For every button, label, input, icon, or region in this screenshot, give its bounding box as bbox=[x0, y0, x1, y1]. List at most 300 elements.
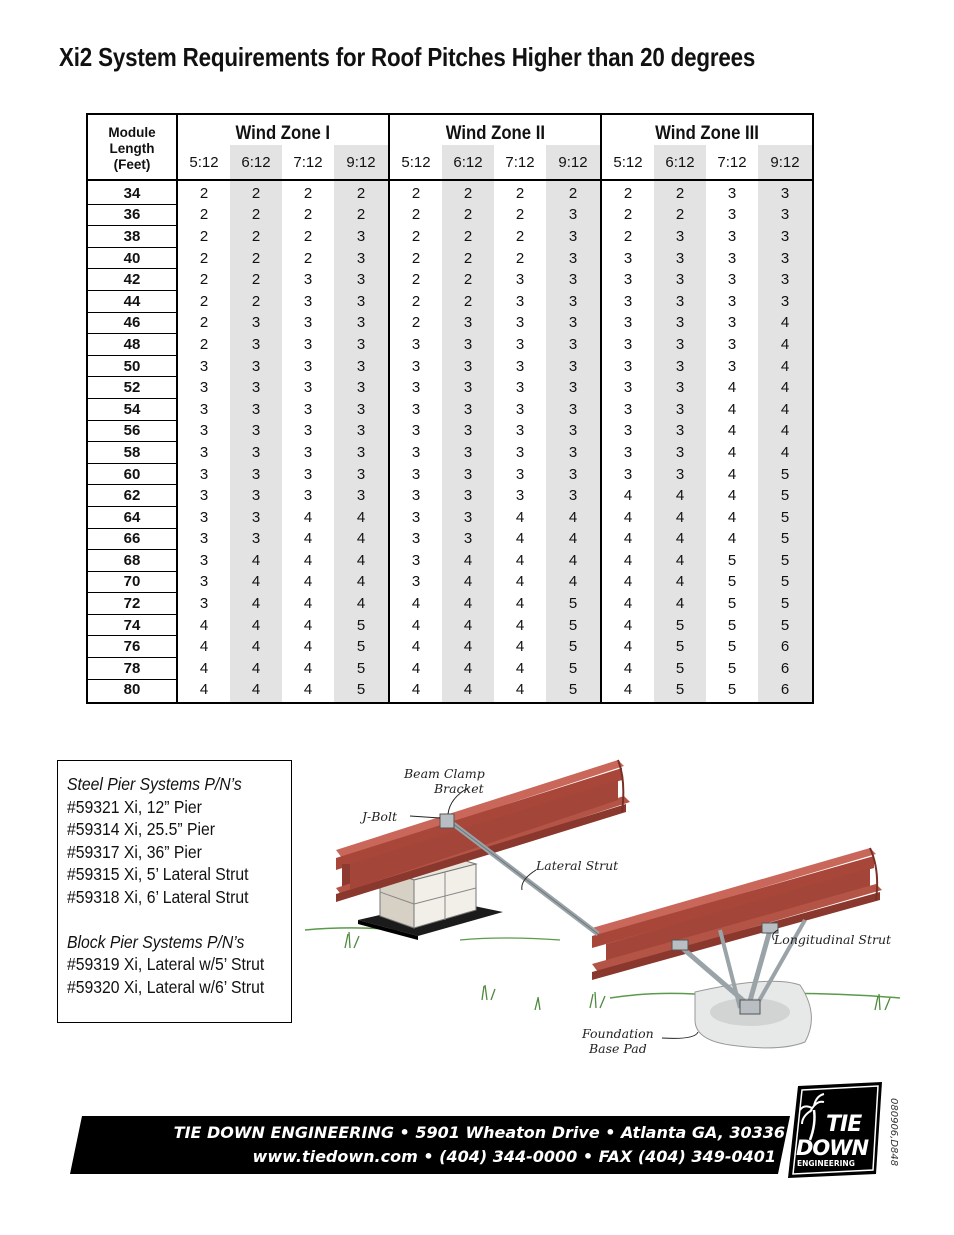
requirement-cell: 4 bbox=[623, 638, 633, 656]
part-item: #59320 Xi, Lateral w/6’ Strut bbox=[67, 976, 265, 997]
requirement-cell: 3 bbox=[442, 398, 494, 420]
requirement-cell: 4 bbox=[411, 659, 421, 677]
table-row bbox=[87, 658, 813, 680]
requirement-cell: 2 bbox=[515, 206, 525, 224]
module-length-cell: 36 bbox=[87, 204, 177, 226]
requirement-cell: 4 bbox=[623, 681, 633, 699]
requirement-cell: 3 bbox=[546, 463, 601, 485]
requirement-cell: 3 bbox=[411, 443, 421, 461]
requirement-cell: 4 bbox=[623, 616, 633, 634]
requirement-cell: 2 bbox=[199, 206, 209, 224]
requirement-cell: 3 bbox=[515, 422, 525, 440]
installation-diagram bbox=[300, 740, 920, 1070]
requirement-cell: 2 bbox=[303, 185, 313, 203]
requirement-cell: 2 bbox=[411, 292, 421, 310]
requirement-cell: 3 bbox=[334, 355, 389, 377]
page-title: Xi2 System Requirements for Roof Pitches Higher than 20 degrees bbox=[59, 42, 756, 72]
requirement-cell: 3 bbox=[303, 487, 313, 505]
requirement-cell: 5 bbox=[654, 679, 706, 703]
requirement-cell: 3 bbox=[727, 335, 737, 353]
requirement-cell: 5 bbox=[654, 614, 706, 636]
table-row bbox=[87, 355, 813, 377]
requirement-cell: 3 bbox=[411, 379, 421, 397]
foundation-label: Foundation Base Pad bbox=[582, 1026, 654, 1056]
module-length-cell: 72 bbox=[87, 593, 177, 615]
requirement-cell: 3 bbox=[199, 400, 209, 418]
module-length-cell: 68 bbox=[87, 550, 177, 572]
requirement-cell: 3 bbox=[623, 335, 633, 353]
requirement-cell: 3 bbox=[727, 185, 737, 203]
requirement-cell: 2 bbox=[515, 185, 525, 203]
requirement-cell: 4 bbox=[515, 530, 525, 548]
requirement-cell: 3 bbox=[230, 463, 282, 485]
requirement-cell: 3 bbox=[546, 334, 601, 356]
requirement-cell: 5 bbox=[758, 593, 813, 615]
requirement-cell: 5 bbox=[334, 679, 389, 703]
requirement-cell: 2 bbox=[411, 249, 421, 267]
requirement-cell: 2 bbox=[230, 269, 282, 291]
requirement-cell: 3 bbox=[654, 355, 706, 377]
requirement-cell: 4 bbox=[727, 443, 737, 461]
requirement-cell: 3 bbox=[515, 487, 525, 505]
requirement-cell: 3 bbox=[654, 247, 706, 269]
requirement-cell: 5 bbox=[758, 506, 813, 528]
requirement-cell: 4 bbox=[515, 616, 525, 634]
requirement-cell: 3 bbox=[546, 247, 601, 269]
requirement-cell: 3 bbox=[623, 249, 633, 267]
requirement-cell: 3 bbox=[546, 312, 601, 334]
requirement-cell: 4 bbox=[758, 377, 813, 399]
requirement-cell: 5 bbox=[758, 485, 813, 507]
table-row bbox=[87, 204, 813, 226]
requirement-cell: 3 bbox=[334, 247, 389, 269]
pitch-header: 7:12 bbox=[282, 145, 334, 180]
requirement-cell: 2 bbox=[623, 206, 633, 224]
requirement-cell: 3 bbox=[442, 485, 494, 507]
requirement-cell: 4 bbox=[654, 528, 706, 550]
requirement-cell: 4 bbox=[442, 679, 494, 703]
requirement-cell: 2 bbox=[411, 227, 421, 245]
wind-zone-header: Wind Zone I bbox=[177, 114, 389, 145]
requirement-cell: 3 bbox=[334, 420, 389, 442]
requirement-cell: 4 bbox=[758, 355, 813, 377]
requirement-cell: 3 bbox=[727, 292, 737, 310]
requirement-cell: 4 bbox=[654, 593, 706, 615]
table-row bbox=[87, 290, 813, 312]
requirement-cell: 4 bbox=[654, 506, 706, 528]
table-row bbox=[87, 398, 813, 420]
requirement-cell: 3 bbox=[199, 551, 209, 569]
diagram-illustration bbox=[300, 740, 920, 1070]
requirement-cell: 3 bbox=[727, 271, 737, 289]
requirement-cell: 4 bbox=[623, 573, 633, 591]
document-number: 080906,D848 bbox=[888, 1098, 899, 1167]
requirement-cell: 2 bbox=[199, 185, 209, 203]
requirement-cell: 4 bbox=[727, 400, 737, 418]
requirement-cell: 5 bbox=[334, 658, 389, 680]
module-length-cell: 44 bbox=[87, 290, 177, 312]
requirement-cell: 5 bbox=[727, 616, 737, 634]
requirement-cell: 3 bbox=[303, 335, 313, 353]
requirement-cell: 4 bbox=[727, 508, 737, 526]
part-item: #59314 Xi, 25.5” Pier bbox=[67, 819, 215, 840]
requirement-cell: 5 bbox=[758, 463, 813, 485]
requirement-cell: 3 bbox=[230, 485, 282, 507]
requirement-cell: 2 bbox=[334, 180, 389, 204]
requirement-cell: 2 bbox=[654, 180, 706, 204]
module-length-cell: 76 bbox=[87, 636, 177, 658]
requirement-cell: 2 bbox=[199, 271, 209, 289]
requirement-cell: 3 bbox=[515, 400, 525, 418]
requirement-cell: 3 bbox=[623, 422, 633, 440]
module-length-cell: 42 bbox=[87, 269, 177, 291]
requirement-cell: 3 bbox=[442, 312, 494, 334]
requirement-cell: 4 bbox=[199, 681, 209, 699]
requirement-cell: 2 bbox=[230, 290, 282, 312]
requirement-cell: 3 bbox=[546, 377, 601, 399]
requirement-cell: 3 bbox=[758, 180, 813, 204]
module-length-cell: 64 bbox=[87, 506, 177, 528]
requirement-cell: 3 bbox=[199, 443, 209, 461]
requirement-cell: 4 bbox=[411, 681, 421, 699]
requirement-cell: 2 bbox=[623, 227, 633, 245]
requirement-cell: 2 bbox=[199, 335, 209, 353]
requirement-cell: 3 bbox=[654, 377, 706, 399]
company-contact: www.tiedown.com • (404) 344-0000 • FAX (404) 349-0401 bbox=[252, 1147, 776, 1166]
table-row bbox=[87, 226, 813, 248]
requirement-cell: 3 bbox=[727, 227, 737, 245]
table-row bbox=[87, 506, 813, 528]
requirement-cell: 2 bbox=[654, 204, 706, 226]
pitch-header: 7:12 bbox=[706, 145, 758, 180]
requirement-cell: 3 bbox=[442, 463, 494, 485]
requirement-cell: 5 bbox=[546, 593, 601, 615]
requirement-cell: 4 bbox=[442, 550, 494, 572]
module-length-cell: 58 bbox=[87, 442, 177, 464]
requirement-cell: 4 bbox=[442, 593, 494, 615]
requirement-cell: 3 bbox=[411, 357, 421, 375]
requirement-cell: 3 bbox=[411, 487, 421, 505]
logo-engineering: ENGINEERING bbox=[797, 1159, 855, 1168]
part-item: #59321 Xi, 12” Pier bbox=[67, 796, 202, 817]
requirement-cell: 4 bbox=[654, 571, 706, 593]
module-length-cell: 40 bbox=[87, 247, 177, 269]
requirement-cell: 4 bbox=[334, 506, 389, 528]
requirement-cell: 3 bbox=[758, 204, 813, 226]
requirement-cell: 2 bbox=[442, 226, 494, 248]
pitch-header: 6:12 bbox=[230, 145, 282, 180]
requirement-cell: 3 bbox=[515, 335, 525, 353]
module-length-cell: 46 bbox=[87, 312, 177, 334]
requirement-cell: 4 bbox=[303, 681, 313, 699]
requirement-cell: 4 bbox=[303, 573, 313, 591]
table-row bbox=[87, 593, 813, 615]
requirement-cell: 3 bbox=[230, 420, 282, 442]
module-length-cell: 66 bbox=[87, 528, 177, 550]
requirement-cell: 3 bbox=[334, 463, 389, 485]
requirement-cell: 3 bbox=[199, 422, 209, 440]
requirement-cell: 3 bbox=[654, 442, 706, 464]
requirement-cell: 5 bbox=[758, 550, 813, 572]
requirement-cell: 5 bbox=[727, 595, 737, 613]
module-length-cell: 56 bbox=[87, 420, 177, 442]
requirement-cell: 4 bbox=[230, 614, 282, 636]
requirement-cell: 5 bbox=[727, 551, 737, 569]
requirement-cell: 4 bbox=[515, 508, 525, 526]
requirement-cell: 3 bbox=[199, 508, 209, 526]
requirement-cell: 4 bbox=[623, 595, 633, 613]
module-length-cell: 80 bbox=[87, 679, 177, 703]
pitch-header: 9:12 bbox=[758, 145, 813, 180]
requirement-cell: 3 bbox=[411, 508, 421, 526]
requirement-cell: 2 bbox=[199, 314, 209, 332]
requirement-cell: 3 bbox=[623, 443, 633, 461]
requirement-cell: 4 bbox=[303, 595, 313, 613]
requirement-cell: 3 bbox=[230, 334, 282, 356]
requirement-cell: 4 bbox=[758, 334, 813, 356]
requirement-cell: 2 bbox=[199, 249, 209, 267]
requirement-cell: 3 bbox=[199, 379, 209, 397]
requirement-cell: 3 bbox=[411, 530, 421, 548]
pitch-header: 6:12 bbox=[654, 145, 706, 180]
requirement-cell: 5 bbox=[546, 679, 601, 703]
requirement-cell: 3 bbox=[230, 398, 282, 420]
longitudinal-strut-label: Longitudinal Strut bbox=[774, 932, 892, 947]
pitch-header: 5:12 bbox=[177, 145, 230, 180]
requirement-cell: 5 bbox=[727, 638, 737, 656]
requirement-cell: 3 bbox=[303, 271, 313, 289]
table-row bbox=[87, 377, 813, 399]
requirement-cell: 3 bbox=[546, 398, 601, 420]
requirement-cell: 4 bbox=[727, 422, 737, 440]
wind-zone-header: Wind Zone II bbox=[389, 114, 601, 145]
requirement-cell: 5 bbox=[546, 614, 601, 636]
part-item: #59319 Xi, Lateral w/5’ Strut bbox=[67, 954, 265, 975]
table-row bbox=[87, 485, 813, 507]
requirement-cell: 4 bbox=[303, 508, 313, 526]
requirement-cell: 2 bbox=[230, 226, 282, 248]
requirement-cell: 4 bbox=[199, 616, 209, 634]
part-item: #59315 Xi, 5’ Lateral Strut bbox=[67, 864, 249, 885]
table-row bbox=[87, 679, 813, 703]
requirement-cell: 3 bbox=[758, 269, 813, 291]
requirement-cell: 3 bbox=[199, 573, 209, 591]
requirement-cell: 3 bbox=[623, 379, 633, 397]
requirement-cell: 3 bbox=[230, 528, 282, 550]
requirement-cell: 4 bbox=[546, 506, 601, 528]
requirement-cell: 3 bbox=[199, 465, 209, 483]
requirement-cell: 4 bbox=[303, 659, 313, 677]
requirement-cell: 3 bbox=[546, 355, 601, 377]
requirement-cell: 2 bbox=[303, 227, 313, 245]
requirement-cell: 3 bbox=[654, 226, 706, 248]
requirement-cell: 2 bbox=[411, 185, 421, 203]
wind-zone-header: Wind Zone III bbox=[655, 123, 759, 144]
pitch-header: 7:12 bbox=[494, 145, 546, 180]
requirement-cell: 4 bbox=[411, 595, 421, 613]
pitch-header: 6:12 bbox=[442, 145, 494, 180]
requirement-cell: 5 bbox=[546, 658, 601, 680]
requirement-cell: 3 bbox=[623, 465, 633, 483]
module-length-cell: 78 bbox=[87, 658, 177, 680]
requirement-cell: 3 bbox=[654, 420, 706, 442]
requirement-cell: 2 bbox=[230, 247, 282, 269]
requirement-cell: 3 bbox=[546, 204, 601, 226]
requirement-cell: 3 bbox=[546, 485, 601, 507]
requirement-cell: 4 bbox=[623, 487, 633, 505]
requirement-cell: 2 bbox=[442, 290, 494, 312]
requirement-cell: 4 bbox=[442, 571, 494, 593]
requirement-cell: 2 bbox=[411, 314, 421, 332]
requirement-cell: 3 bbox=[442, 420, 494, 442]
requirement-cell: 2 bbox=[199, 292, 209, 310]
requirement-cell: 4 bbox=[727, 465, 737, 483]
requirement-cell: 3 bbox=[654, 290, 706, 312]
requirement-cell: 4 bbox=[654, 485, 706, 507]
module-length-cell: 54 bbox=[87, 398, 177, 420]
requirement-cell: 4 bbox=[442, 614, 494, 636]
requirement-cell: 3 bbox=[515, 465, 525, 483]
requirement-cell: 3 bbox=[230, 312, 282, 334]
requirement-cell: 3 bbox=[442, 506, 494, 528]
company-address: TIE DOWN ENGINEERING • 5901 Wheaton Drive • Atlanta GA, 30336 bbox=[173, 1123, 785, 1142]
logo-down: DOWN bbox=[796, 1136, 869, 1160]
requirement-cell: 3 bbox=[546, 442, 601, 464]
requirement-cell: 4 bbox=[623, 530, 633, 548]
requirement-cell: 2 bbox=[230, 204, 282, 226]
requirement-cell: 4 bbox=[623, 508, 633, 526]
requirement-cell: 6 bbox=[758, 636, 813, 658]
requirement-cell: 3 bbox=[411, 551, 421, 569]
requirement-cell: 5 bbox=[727, 681, 737, 699]
pitch-header: 9:12 bbox=[334, 145, 389, 180]
tie-down-logo bbox=[788, 1082, 882, 1178]
jbolt-label: J-Bolt bbox=[362, 809, 397, 824]
requirement-cell: 4 bbox=[515, 681, 525, 699]
table-row bbox=[87, 312, 813, 334]
table-row bbox=[87, 247, 813, 269]
module-length-cell: 70 bbox=[87, 571, 177, 593]
requirement-cell: 3 bbox=[515, 314, 525, 332]
requirement-cell: 3 bbox=[411, 573, 421, 591]
requirement-cell: 3 bbox=[623, 292, 633, 310]
requirement-cell: 3 bbox=[654, 269, 706, 291]
requirement-cell: 3 bbox=[623, 357, 633, 375]
requirement-cell: 5 bbox=[727, 659, 737, 677]
requirement-cell: 3 bbox=[654, 312, 706, 334]
requirement-cell: 6 bbox=[758, 679, 813, 703]
requirement-cell: 4 bbox=[334, 571, 389, 593]
module-length-cell: 48 bbox=[87, 334, 177, 356]
pitch-header: 9:12 bbox=[546, 145, 601, 180]
requirement-cell: 3 bbox=[442, 442, 494, 464]
requirement-cell: 3 bbox=[654, 463, 706, 485]
requirement-cell: 3 bbox=[758, 226, 813, 248]
requirement-cell: 4 bbox=[303, 551, 313, 569]
requirement-cell: 2 bbox=[546, 180, 601, 204]
requirement-cell: 3 bbox=[546, 290, 601, 312]
requirement-cell: 3 bbox=[303, 379, 313, 397]
requirement-cell: 4 bbox=[758, 420, 813, 442]
requirement-cell: 2 bbox=[442, 204, 494, 226]
table-row bbox=[87, 614, 813, 636]
pitch-header: 5:12 bbox=[601, 145, 654, 180]
requirement-cell: 4 bbox=[199, 638, 209, 656]
requirement-cell: 3 bbox=[303, 443, 313, 461]
requirement-cell: 4 bbox=[515, 573, 525, 591]
requirement-cell: 3 bbox=[334, 312, 389, 334]
requirement-cell: 3 bbox=[303, 292, 313, 310]
requirement-cell: 3 bbox=[442, 355, 494, 377]
requirement-cell: 5 bbox=[334, 614, 389, 636]
table-row bbox=[87, 463, 813, 485]
requirement-cell: 3 bbox=[442, 334, 494, 356]
requirement-cell: 2 bbox=[411, 206, 421, 224]
module-length-cell: 52 bbox=[87, 377, 177, 399]
requirement-cell: 4 bbox=[727, 530, 737, 548]
logo-tie: TIE bbox=[826, 1112, 862, 1137]
requirement-cell: 3 bbox=[334, 226, 389, 248]
requirement-cell: 2 bbox=[442, 180, 494, 204]
requirement-cell: 5 bbox=[758, 528, 813, 550]
lateral-strut-label: Lateral Strut bbox=[536, 858, 619, 873]
requirement-cell: 3 bbox=[727, 206, 737, 224]
requirement-cell: 3 bbox=[623, 314, 633, 332]
requirement-cell: 3 bbox=[199, 487, 209, 505]
requirement-cell: 2 bbox=[411, 271, 421, 289]
table-row bbox=[87, 442, 813, 464]
requirement-cell: 3 bbox=[334, 334, 389, 356]
requirement-cell: 3 bbox=[334, 269, 389, 291]
requirement-cell: 3 bbox=[727, 314, 737, 332]
requirement-cell: 4 bbox=[758, 442, 813, 464]
requirement-cell: 4 bbox=[727, 487, 737, 505]
table-row bbox=[87, 636, 813, 658]
part-numbers-box bbox=[57, 760, 292, 1023]
module-length-cell: 34 bbox=[87, 180, 177, 204]
requirement-cell: 3 bbox=[515, 443, 525, 461]
module-length-cell: 74 bbox=[87, 614, 177, 636]
requirement-cell: 4 bbox=[515, 638, 525, 656]
requirement-cell: 4 bbox=[303, 530, 313, 548]
module-length-cell: 38 bbox=[87, 226, 177, 248]
requirement-cell: 3 bbox=[623, 400, 633, 418]
requirement-cell: 4 bbox=[515, 659, 525, 677]
requirement-cell: 4 bbox=[442, 636, 494, 658]
requirement-cell: 2 bbox=[303, 206, 313, 224]
requirement-cell: 3 bbox=[546, 420, 601, 442]
requirement-cell: 3 bbox=[334, 377, 389, 399]
requirement-cell: 4 bbox=[334, 528, 389, 550]
table-row bbox=[87, 550, 813, 572]
requirement-cell: 3 bbox=[303, 357, 313, 375]
requirement-cell: 2 bbox=[515, 249, 525, 267]
requirement-cell: 3 bbox=[515, 357, 525, 375]
requirement-cell: 4 bbox=[230, 679, 282, 703]
requirement-cell: 4 bbox=[623, 551, 633, 569]
table-row bbox=[87, 269, 813, 291]
module-length-cell: 60 bbox=[87, 463, 177, 485]
requirement-cell: 4 bbox=[334, 593, 389, 615]
block-pier-heading: Block Pier Systems P/N’s bbox=[67, 931, 245, 952]
requirement-cell: 3 bbox=[334, 290, 389, 312]
requirement-cell: 4 bbox=[515, 595, 525, 613]
requirement-cell: 2 bbox=[442, 269, 494, 291]
requirement-cell: 4 bbox=[546, 550, 601, 572]
requirement-cell: 3 bbox=[515, 271, 525, 289]
part-item: #59317 Xi, 36” Pier bbox=[67, 841, 202, 862]
requirement-cell: 2 bbox=[199, 227, 209, 245]
